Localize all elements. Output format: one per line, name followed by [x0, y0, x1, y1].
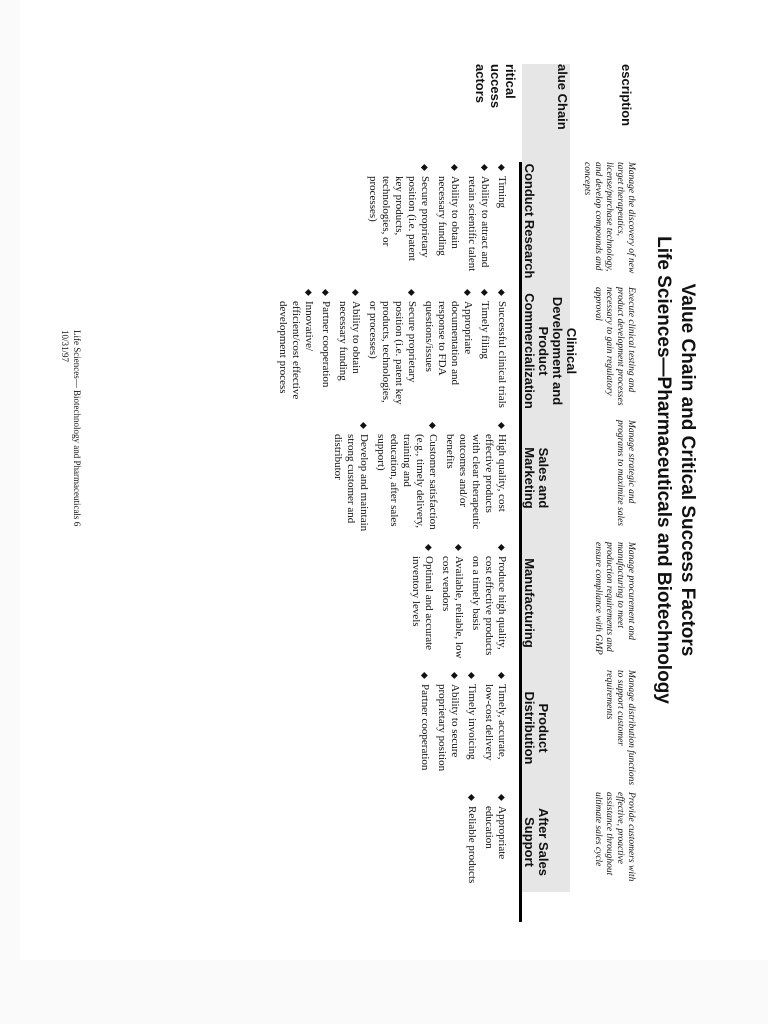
diamond-bullet-icon: ◆	[351, 289, 361, 296]
success-factor-item	[465, 672, 478, 782]
success-factor-item	[374, 422, 439, 532]
page-subtitle: Life Sciences—Pharmaceuticals and Biotechnology	[653, 236, 674, 704]
column-header	[522, 792, 570, 892]
row-label-critical-success-factors: ritical uccess actors	[473, 64, 518, 109]
success-factor-text: Timely filing	[479, 301, 491, 359]
page-margin-bottom	[0, 960, 768, 1024]
success-factor-text: Ability to obtain necessary funding	[436, 176, 461, 256]
success-factor-item	[422, 289, 474, 411]
diamond-bullet-icon: ◆	[480, 289, 490, 296]
success-factor-item	[336, 289, 362, 411]
success-factor-item	[439, 544, 465, 660]
success-factor-list	[461, 794, 508, 888]
success-factor-list	[362, 164, 508, 276]
success-factor-list	[327, 422, 508, 532]
success-factor-item	[482, 672, 508, 782]
column-description: Provide customers with effective, proactive assistance throughout ultimate sales cycle	[593, 792, 636, 882]
success-factor-text: Available, reliable, low cost vendors	[440, 556, 465, 659]
success-factor-item	[276, 289, 315, 411]
success-factor-text: Reliable products	[466, 806, 478, 884]
success-factor-item	[443, 422, 508, 532]
success-factor-text: Appropriate documentation and response to FDA questions/issues	[423, 301, 474, 386]
success-factor-item	[482, 794, 508, 888]
success-factor-item	[465, 164, 491, 276]
column-header	[522, 287, 579, 415]
success-factor-list	[414, 672, 508, 782]
column-header-label: After Sales Support	[522, 808, 551, 876]
diamond-bullet-icon: ◆	[463, 289, 473, 296]
success-factor-text: Develop and maintain strong customer and distributor	[332, 434, 370, 532]
success-factor-item	[366, 164, 431, 276]
success-factor-item	[495, 164, 508, 276]
column-description: Manage procurement and manufacturing to meet production requirements and ensure compliance with GMP	[593, 542, 636, 655]
success-factor-item	[495, 289, 508, 411]
document-page	[24, 30, 744, 910]
success-factor-text: Timely invoicing	[466, 684, 478, 760]
diamond-bullet-icon: ◆	[480, 164, 490, 171]
diamond-bullet-icon: ◆	[407, 289, 417, 296]
column-description: Manage the discovery of new target therapeutics, license/purchase technology, and develop compounds and concepts	[582, 162, 636, 274]
column-description: Execute clinical testing and product development processes necessary to gain regulatory approval	[593, 287, 636, 406]
diamond-bullet-icon: ◆	[497, 794, 507, 801]
column-description: Manage distribution functions to support customer requirements	[604, 670, 636, 786]
success-factor-item	[478, 289, 491, 411]
diamond-bullet-icon: ◆	[467, 794, 477, 801]
success-factor-list	[272, 289, 508, 411]
diamond-bullet-icon: ◆	[497, 289, 507, 296]
success-factor-text: Timing	[496, 176, 508, 209]
success-factor-text: Innovative/ efficient/cost effective development process	[277, 301, 315, 400]
diamond-bullet-icon: ◆	[497, 544, 507, 551]
diamond-bullet-icon: ◆	[497, 422, 507, 429]
success-factor-text: Appropriate education	[483, 806, 508, 860]
diamond-bullet-icon: ◆	[359, 422, 369, 429]
diamond-bullet-icon: ◆	[467, 672, 477, 679]
column-header-label: Sales and Marketing	[522, 447, 551, 509]
diamond-bullet-icon: ◆	[321, 289, 331, 296]
column-header	[522, 670, 570, 786]
diamond-bullet-icon: ◆	[497, 164, 507, 171]
success-factor-item	[418, 672, 431, 782]
column-header	[522, 542, 570, 664]
diamond-bullet-icon: ◆	[454, 544, 464, 551]
diamond-bullet-icon: ◆	[450, 164, 460, 171]
success-factor-text: Partner cooperation	[320, 301, 332, 388]
page-margin	[0, 0, 20, 1024]
success-factor-text: Timely, accurate, low-cost delivery	[483, 684, 508, 761]
column-header-label: Product Distribution	[522, 691, 551, 765]
success-factor-text: Ability to secure proprietary position	[436, 684, 461, 772]
success-factor-text: Partner cooperation	[419, 684, 431, 771]
success-factor-text: Ability to obtain necessary funding	[337, 301, 362, 381]
success-factor-item	[319, 289, 332, 411]
row-label-description: escription	[619, 64, 634, 127]
diamond-bullet-icon: ◆	[420, 164, 430, 171]
column-description: Manage strategic and programs to maximize sales	[615, 420, 636, 526]
success-factor-text: Optimal and accurate inventory levels	[410, 556, 435, 651]
success-factor-text: Secure proprietary position (i.e. patent key products, technologies, or processes)	[367, 176, 431, 261]
success-factor-item	[366, 289, 418, 411]
diamond-bullet-icon: ◆	[420, 672, 430, 679]
page-title: Value Chain and Critical Success Factors	[677, 283, 698, 657]
success-factor-item	[469, 544, 508, 660]
success-factor-list	[405, 544, 508, 660]
success-factor-item	[435, 164, 461, 276]
success-factor-text: Customer satisfaction (e.g., timely delivery, training and education, after sales support)	[375, 434, 439, 530]
success-factor-item	[435, 672, 461, 782]
footer-text: Life Sciences— Biotechnology and Pharmaceuticals 6	[72, 330, 82, 527]
diamond-bullet-icon: ◆	[424, 544, 434, 551]
column-header	[522, 420, 570, 536]
diamond-bullet-icon: ◆	[304, 289, 314, 296]
success-factor-text: Successful clinical trials	[496, 301, 508, 408]
footer-date: 10/31/97	[60, 330, 70, 363]
success-factor-text: High quality, cost effective products with clear therapeutic outcomes and/or benefits	[444, 434, 508, 530]
success-factor-item	[409, 544, 435, 660]
success-factor-item	[331, 422, 370, 532]
column-header	[522, 162, 570, 280]
success-factor-item	[465, 794, 478, 888]
column-header-label: Manufacturing	[522, 558, 537, 648]
success-factor-text: Secure proprietary position (i.e. patent key products, technologies, or processes)	[367, 301, 418, 405]
column-header-label: Conduct Research	[522, 163, 537, 279]
success-factor-text: Produce high quality, cost effective products on a timely basis	[470, 556, 508, 656]
success-factor-text: Ability to attract and retain scientific talent	[466, 176, 491, 272]
column-header-label: Clinical Development and Product Commercialization	[522, 293, 579, 409]
diamond-bullet-icon: ◆	[428, 422, 438, 429]
diamond-bullet-icon: ◆	[450, 672, 460, 679]
diamond-bullet-icon: ◆	[497, 672, 507, 679]
row-label-value-chain: alue Chain	[522, 64, 570, 158]
